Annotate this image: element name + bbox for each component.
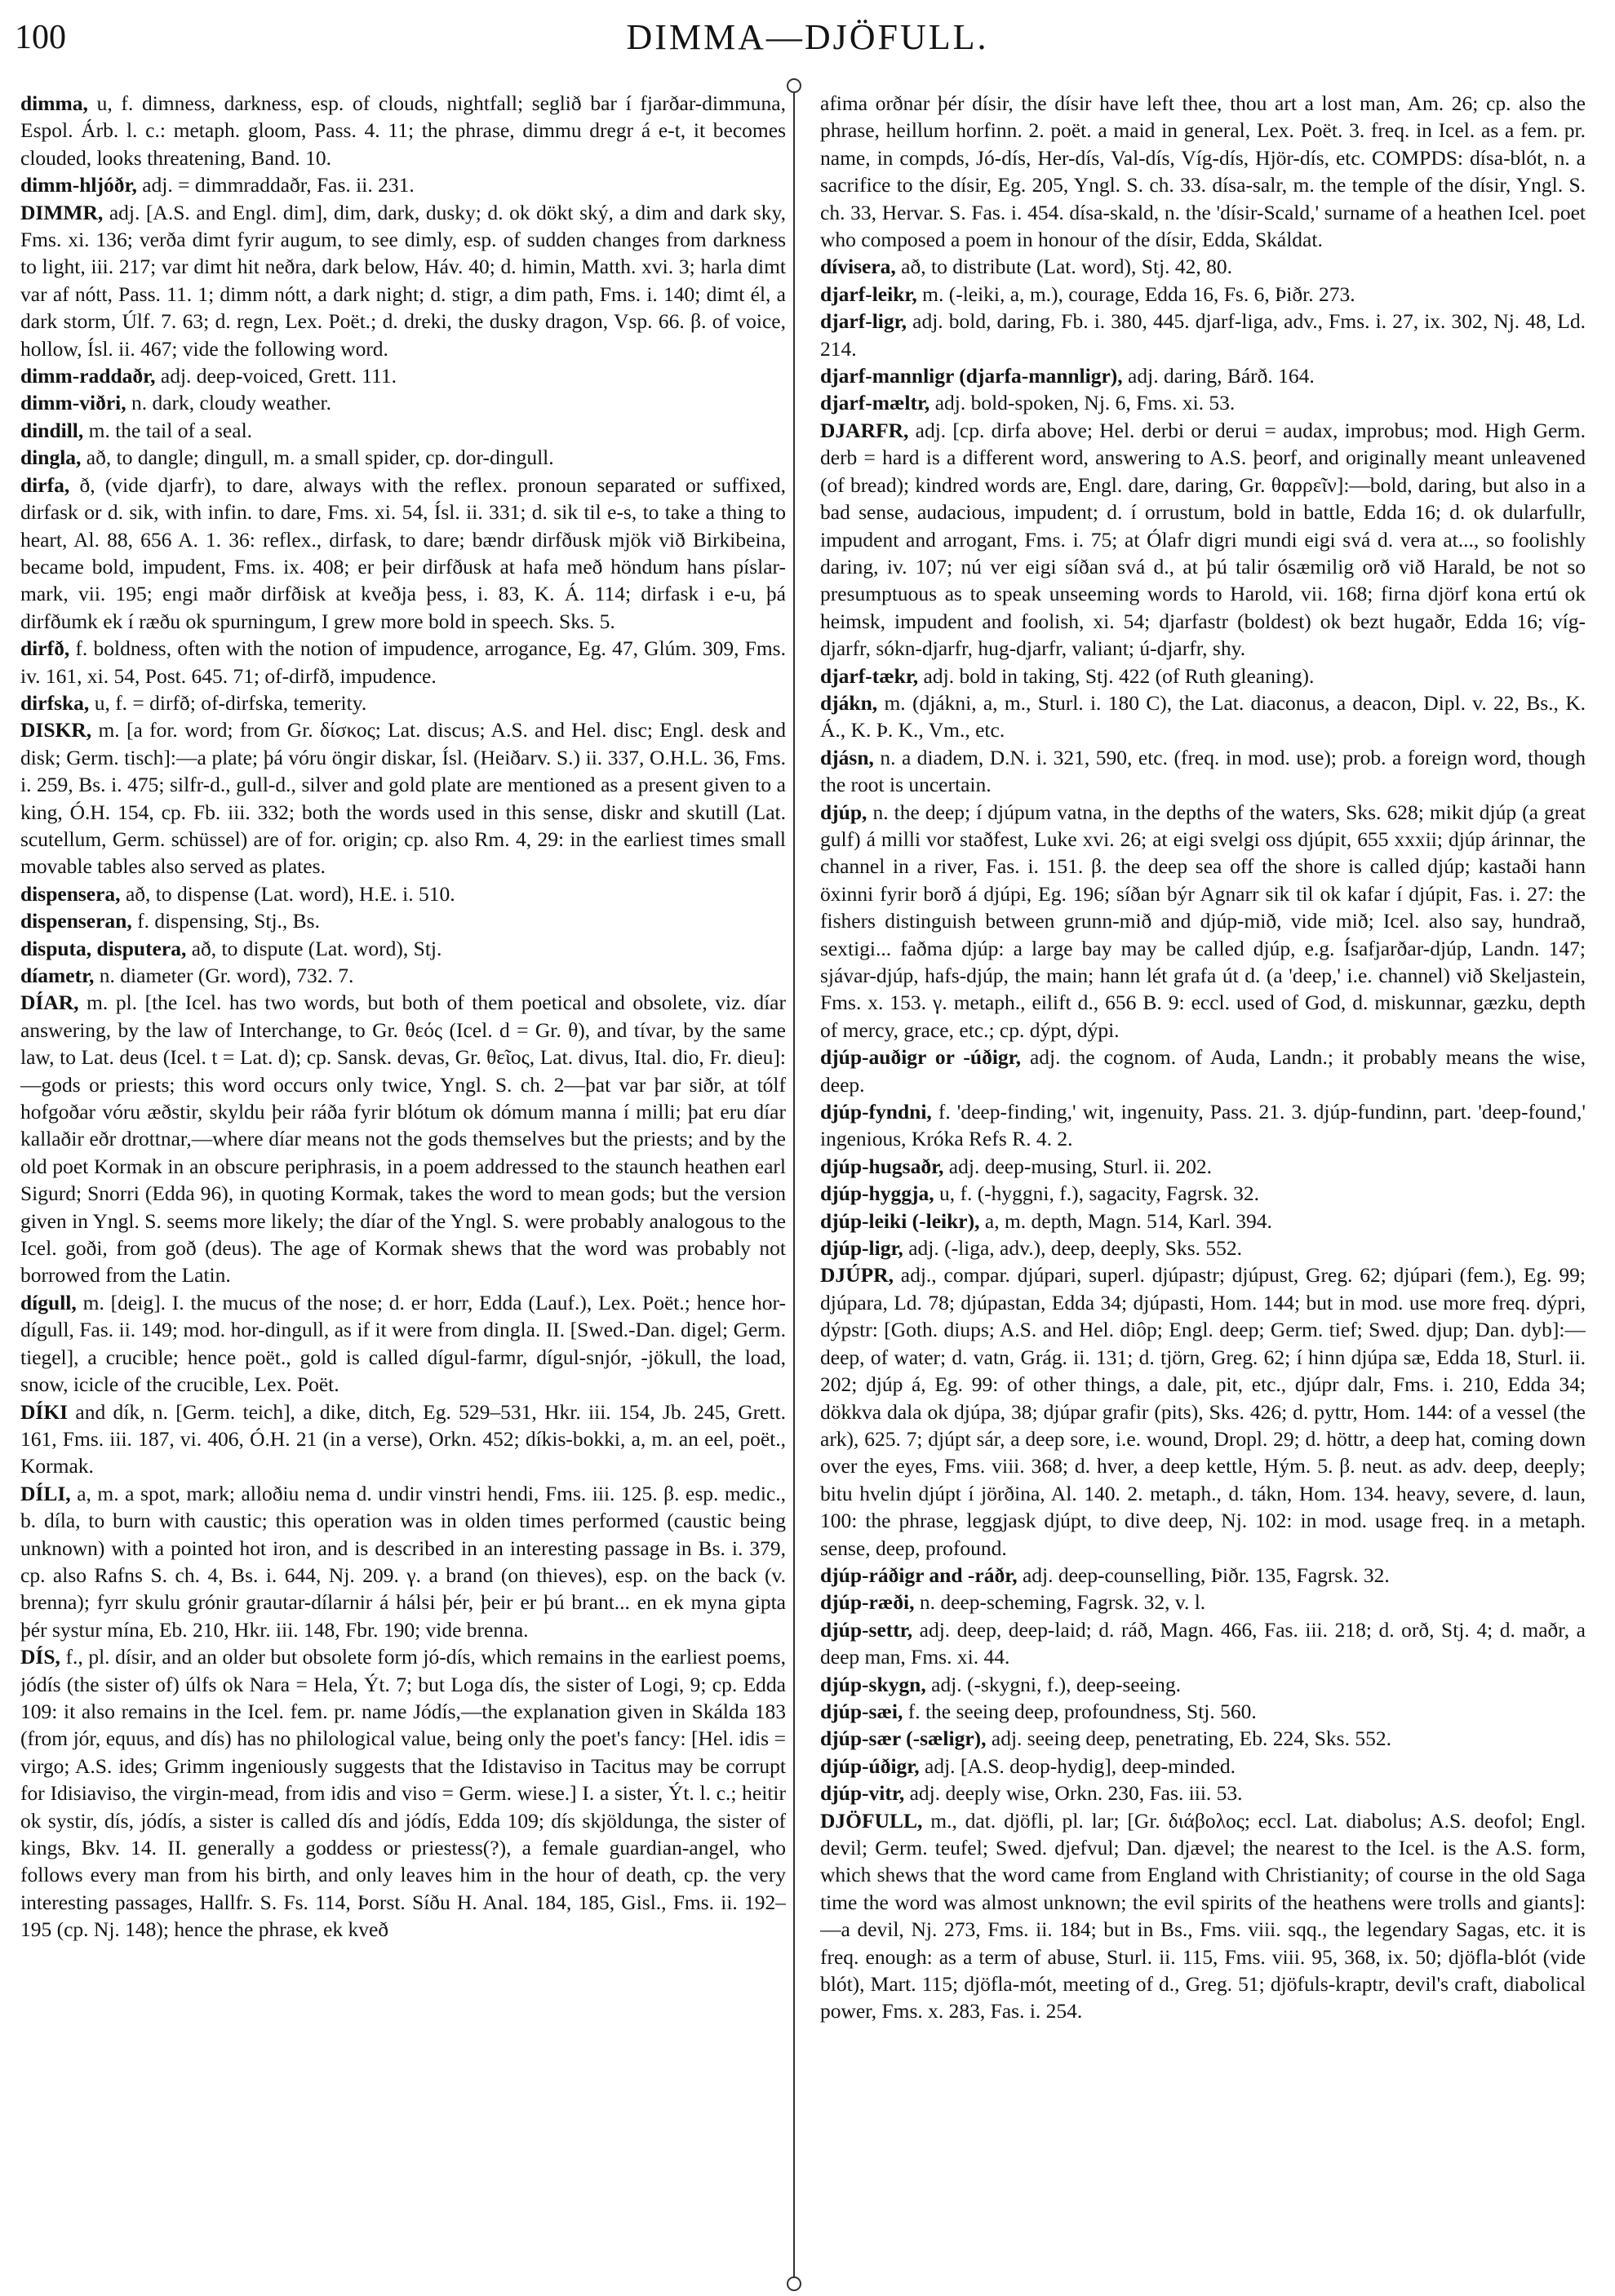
entry-headword: djúp-settr, — [820, 1617, 913, 1642]
dictionary-entry — [820, 1098, 1586, 1153]
dictionary-entry — [820, 799, 1586, 1044]
entry-headword: DÍAR, — [20, 991, 79, 1015]
dictionary-entry — [20, 472, 786, 635]
dictionary-entry — [820, 1562, 1586, 1589]
entry-definition: and dík, n. [Germ. teich], a dike, ditch, Eg. 529–531, Hkr. iii. 154, Jb. 245, Grett. 161, Fms. iii. 187, vi. 406, Ó.H. 21 (in a verse), Orkn. 452; díkis-bokki, a, m. an eel, poët., Kormak. — [20, 1399, 786, 1478]
entry-headword: djúp-leiki (-leikr), — [820, 1208, 980, 1233]
dictionary-entry — [820, 1780, 1586, 1806]
dictionary-entry — [20, 989, 786, 1288]
dictionary-entry — [820, 1698, 1586, 1725]
entry-definition: n. diameter (Gr. word), 732. 7. — [94, 964, 354, 987]
entry-definition: adj. the cognom. of Auda, Landn.; it probably means the wise, deep. — [820, 1045, 1586, 1097]
left-column — [20, 90, 786, 2285]
dictionary-entry — [20, 362, 786, 389]
entry-definition: ð, (vide djarfr), to dare, always with the reflex. pronoun separated or suffixed, dirfask or d. sik, with infin. to dare, Fms. xi. 54, Ísl. ii. 331; d. sik til e-s, to take a thing to heart, Al. 88, 656 A. 1. 36: reflex., dirfask, to dare; bændr dirfðusk mjök við Birkibeina, became bold, impudent, Fms. ix. 408; er þeir dirfðusk at hafa með höndum hans píslar-mark, vii. 195; engi maðr dirfðisk at kveðja þess, i. 83, K. Á. 114; dirfask i e-u, þá dirfðumk ek í ræðu ok spurningum, I grew more bold in speech. Sks. 5. — [20, 472, 786, 633]
dictionary-entry — [20, 417, 786, 444]
entry-definition: n. a diadem, D.N. i. 321, 590, etc. (freq. in mod. use); prob. a foreign word, though the root is uncertain. — [820, 745, 1586, 797]
entry-definition: að, to dispense (Lat. word), H.E. i. 510. — [120, 881, 455, 906]
entry-headword: djarf-tækr, — [820, 663, 919, 688]
entry-headword: díametr, — [20, 964, 95, 987]
dictionary-entry — [820, 90, 1586, 253]
entry-definition: a, m. depth, Magn. 514, Karl. 394. — [979, 1208, 1272, 1233]
entry-headword: djásn, — [820, 745, 874, 769]
entry-definition: u, f. = dirfð; of-dirfska, temerity. — [89, 690, 367, 715]
entry-headword: djarf-leikr, — [820, 281, 917, 306]
dictionary-entry — [820, 1180, 1586, 1207]
entry-definition: m., dat. djöfli, pl. lar; [Gr. διάβολος; eccl. Lat. diabolus; A.S. deofol; Engl. devil; Germ. teufel; Swed. djefvul; Dan. djævel; the nearest to the Icel. is the A.S. form, which shews that the word came from England with Christianity; of course in the old Saga time the word was almost unknown; the evil spirits of the heathens were trolls and giants]:—a devil, Nj. 273, Fms. ii. 184; but in Bs., Fms. viii. sqq., the legendary Sagas, etc. it is freq. enough: as a term of abuse, Sturl. ii. 115, Fms. viii. 95, 368, ix. 50; djöfla-blót (vide blót), Mart. 115; djöfla-mót, meeting of d., Greg. 51; djöfuls-kraptr, devil's craft, diabolical power, Fms. x. 283, Fas. i. 254. — [820, 1808, 1586, 2023]
dictionary-entry — [820, 1261, 1586, 1561]
entry-definition: adj. (-skygni, f.), deep-seeing. — [925, 1672, 1181, 1696]
entry-headword: djúp-sær (-sæligr), — [820, 1726, 987, 1751]
dictionary-entry — [820, 1807, 1586, 2025]
entry-headword: djúp-vitr, — [820, 1781, 905, 1806]
dictionary-entry — [20, 1480, 786, 1643]
entry-headword: DÍKI — [20, 1399, 69, 1424]
entry-definition: adj. deep-counselling, Þiðr. 135, Fagrsk. 32. — [1017, 1562, 1390, 1587]
entry-headword: dimm-raddaðr, — [20, 364, 156, 388]
entry-definition: n. the deep; í djúpum vatna, in the depths of the waters, Sks. 628; mikit djúp (a great gulf) á milli vor staðfest, Luke xvi. 26; at eigi svelgi oss djúpit, 655 xxxii; djúp árinnar, the channel in a river, Fas. i. 151. β. the deep sea off the shore is called djúp; kastaði hann öxinni fyrir borð á djúpi, Eg. 196; síðan býr Agnarr sik til ok kafar í djúpit, Fas. i. 27: the fishers distinguish between grunn-mið and djúp-mið, vide mið; Icel. also say, hundrað, sextigi... faðma djúp: a large bay may be called djúp, e.g. Ísafjarðar-djúp, Landn. 147; sjávar-djúp, hafs-djúp, the main; hann lét grafa út d. (a 'deep,' i.e. channel) við Skeljastein, Fms. x. 153. γ. metaph., eilift d., 656 B. 9: eccl. used of God, d. miskunnar, gæzku, depth of mercy, grace, etc.; cp. dýpt, dýpi. — [820, 800, 1586, 1042]
entry-definition: adj. bold-spoken, Nj. 6, Fms. xi. 53. — [930, 391, 1236, 415]
entry-definition: adj. bold, daring, Fb. i. 380, 445. djarf-liga, adv., Fms. i. 27, ix. 302, Nj. 48, Ld. 214. — [820, 309, 1586, 361]
entry-definition: m. (djákni, a, m., Sturl. i. 180 C), the Lat. diaconus, a deacon, Dipl. v. 22, Bs., K. Á., K. Þ. K., Vm., etc. — [820, 690, 1586, 742]
entry-headword: djúp-skygn, — [820, 1672, 926, 1696]
dictionary-entry — [820, 1234, 1586, 1261]
entry-headword: djúp-ræði, — [820, 1590, 915, 1615]
entry-headword: dígull, — [20, 1290, 77, 1314]
dictionary-entry — [820, 663, 1586, 689]
running-title: DIMMA—DJÖFULL. — [626, 17, 989, 57]
entry-headword: djúp-fyndni, — [820, 1100, 932, 1124]
dictionary-entry — [820, 1208, 1586, 1234]
dictionary-entry — [820, 389, 1586, 416]
dictionary-entry — [820, 1153, 1586, 1180]
entry-headword: dirfska, — [20, 690, 90, 715]
dictionary-entry — [20, 171, 786, 198]
entry-definition: f. boldness, often with the notion of impudence, arrogance, Eg. 47, Glúm. 309, Fms. iv. 161, xi. 54, Post. 645. 71; of-dirfð, impudence. — [20, 636, 786, 688]
entry-definition: f. 'deep-finding,' wit, ingenuity, Pass. 21. 3. djúp-fundinn, part. 'deep-found,' ingenious, Króka Refs R. 4. 2. — [820, 1100, 1586, 1151]
entry-definition: u, f. (-hyggni, f.), sagacity, Fagrsk. 32. — [934, 1181, 1260, 1206]
entry-headword: disputa, disputera, — [20, 936, 187, 960]
entry-headword: djúp-hugsaðr, — [820, 1154, 944, 1178]
entry-headword: dívisera, — [820, 255, 896, 279]
entry-definition: m. (-leiki, a, m.), courage, Edda 16, Fs. 6, Þiðr. 273. — [916, 281, 1355, 306]
entry-definition: adj. bold in taking, Stj. 422 (of Ruth gleaning). — [918, 663, 1315, 688]
entry-definition: adj., compar. djúpari, superl. djúpastr; djúpust, Greg. 62; djúpari (fem.), Eg. 99; djúpara, Ld. 78; djúpastan, Edda 34; djúpasti, Hom. 144; but in mod. use more freq. dýpri, dýpstr: [Goth. diups; A.S. and Hel. diôp; Engl. deep; Germ. tief; Swed. djup; Dan. dyb]:—deep, of water; d. vatn, Grág. ii. 131; d. tjörn, Greg. 62; í hinn djúpa sæ, Edda 18, Sturl. ii. 202; djúp á, Eg. 99: of other things, a dale, pit, etc., djúpr dalr, Fms. i. 210, Edda 34; dökkva dala ok djúpa, 38; djúpar grafir (pits), Sks. 426; d. pyttr, Hom. 144: of a vessel (the ark), 625. 7; djúpt sár, a deep sore, i.e. wound, Dropl. 29; d. höttr, a deep hat, coming down over the eyes, Fms. viii. 368; d. hver, a deep kettle, Hým. 5. β. neut. as adv. deep, deeply; bitu hvelin djúpt í jörðina, Al. 140. 2. metaph., d. tákn, Hom. 134. heavy, severe, d. laun, 100: the phrase, leggjask djúpt, to dive deep, Nj. 102: in mod. usage freq. in a metaph. sense, deep, profound. — [820, 1263, 1586, 1560]
entry-definition: m. [deig]. I. the mucus of the nose; d. er horr, Edda (Lauf.), Lex. Poët.; hence hor-dígull, Fas. ii. 149; mod. hor-dingull, as if it were from dingla. II. [Swed.-Dan. digel; Germ. tiegel], a crucible; hence poët., gold is called dígul-farmr, dígul-snjór, -jökull, the load, snow, icicle of the crucible, Lex. Poët. — [20, 1290, 786, 1397]
entry-definition: f., pl. dísir, and an older but obsolete form jó-dís, which remains in the earliest poems, jódís (the sister of) úlfs ok Nara = Hela, Ýt. 7; but Loga dís, the sister of Logi, 9; cp. Edda 109: it also remains in the Icel. fem. pr. name Jódís,—the explanation given in Skálda 183 (from jór, equus, and dís) has no philological value, being only the poet's fancy: [Hel. idis = virgo; A.S. ides; Grimm ingeniously suggests that the Idistaviso in Tacitus may be corrupt for Idisiaviso, the virgin-mead, from idis and viso = Germ. wiese.] I. a sister, Ýt. l. c.; heitir ok systir, dís, jódís, a sister is called dís and jódís, Edda 109; dís skjöldunga, the sister of kings, Bkv. 14. II. generally a goddess or priestess(?), a female guardian-angel, who follows every man from his birth, and only leaves him in the hour of death, cp. the very interesting passages, Hallfr. S. Fs. 114, Þorst. Síðu H. Anal. 184, 185, Gisl., Fms. ii. 192–195 (cp. Nj. 148); hence the phrase, ek kveð — [20, 1645, 786, 1942]
dictionary-entry — [820, 1044, 1586, 1098]
entry-definition: m. pl. [the Icel. has two words, but both of them poetical and obsolete, viz. díar answering, by the law of Interchange, to Gr. θεός (Icel. d = Gr. θ), and tívar, by the same law, to Lat. deus (Icel. t = Lat. d); cp. Sansk. devas, Gr. θεῖος, Lat. divus, Ital. dio, Fr. dieu]:—gods or priests; this word occurs only twice, Yngl. S. ch. 2—þat var þar siðr, at tólf hofgoðar vóru æðstir, skyldu þeir ráða fyrir blótum ok dómum manna í milli; þat eru díar kallaðir eðr drottnar,—where díar means not the gods themselves but the priests; and by the old poet Kormak in an obscure periphrasis, in a poem addressed to the staunch heathen earl Sigurd; Snorri (Edda 96), in quoting Kormak, takes the word to mean gods; but the version given in Yngl. S. seems more likely; the díar of the Yngl. S. were probably analogous to the Icel. goði, from goð (deus). The age of Kormak shews that the word was probably not borrowed from the Latin. — [20, 991, 786, 1288]
entry-definition: f. the seeing deep, profoundness, Stj. 560. — [903, 1699, 1257, 1723]
entry-definition: að, to dangle; dingull, m. a small spider, cp. dor-dingull. — [81, 445, 554, 470]
dictionary-entry — [820, 362, 1586, 389]
entry-definition: n. deep-scheming, Fagrsk. 32, v. l. — [914, 1590, 1206, 1615]
dictionary-entry — [820, 1753, 1586, 1780]
dictionary-entry — [820, 1671, 1586, 1698]
entry-definition: adj. seeing deep, penetrating, Eb. 224, Sks. 552. — [986, 1726, 1391, 1751]
entry-definition: adj. deeply wise, Orkn. 230, Fas. iii. 53. — [904, 1781, 1243, 1806]
dictionary-entry — [20, 935, 786, 962]
dictionary-entry — [20, 716, 786, 880]
entry-headword: djúp-hyggja, — [820, 1181, 934, 1206]
dictionary-entry — [20, 90, 786, 171]
dictionary-entry — [20, 1398, 786, 1480]
dictionary-entry — [20, 1643, 786, 1943]
entry-headword: DJÚPR, — [820, 1263, 894, 1288]
entry-headword: dirfð, — [20, 636, 70, 661]
entry-headword: dimma, — [20, 91, 88, 115]
entry-headword: dispensera, — [20, 881, 121, 906]
entry-headword: dimm-viðri, — [20, 391, 126, 415]
entry-definition: u, f. dimness, darkness, esp. of clouds, nightfall; seglið bar í fjarðar-dimmuna, Espol. Árb. l. c.: metaph. gloom, Pass. 4. 11; the phrase, dimmu dregr á e-t, it becomes clouded, looks threatening, Band. 10. — [20, 91, 786, 170]
entry-definition: m. the tail of a seal. — [83, 418, 253, 442]
entry-definition: adj. = dimmraddaðr, Fas. ii. 231. — [136, 173, 415, 197]
entry-headword: DÍS, — [20, 1645, 60, 1669]
right-column — [820, 90, 1586, 2285]
divider-ornament-top — [787, 78, 801, 93]
dictionary-entry — [20, 962, 786, 989]
dictionary-entry — [820, 1589, 1586, 1616]
entry-definition: adj. deep-voiced, Grett. 111. — [155, 364, 397, 388]
dictionary-entry — [20, 444, 786, 471]
dictionary-entry — [20, 199, 786, 362]
entry-headword: djúp-sæi, — [820, 1699, 903, 1723]
entry-definition: adj. [cp. dirfa above; Hel. derbi or derui = audax, improbus; mod. High Germ. derb = hard is a different word, answering to A.S. þeorf, and originally meant unleavened (of bread); kindred words are, Engl. dare, daring, Gr. θαρρεῖν]:—bold, daring, but also in a bad sense, audacious, impudent; d. í orrustum, bold in battle, Edda 16; d. ok dularfullr, impudent and arrogant, Fms. i. 75; at Ólafr digri mundi eigi svá d. vera at..., so foolishly daring, iv. 107; nú ver eigi síðan svá d., at þú talir ósæmilig orð við Harald, be not so presumptuous as to speak unseeming words to Harold, vii. 168; firna djörf kona ertú ok heimsk, impudent and foolish, xi. 54; djarfastr (boldest) ok bezt hugaðr, Edda 16; víg-djarfr, sókn-djarfr, hug-djarfr, valiant; ú-djarfr, shy. — [820, 418, 1586, 661]
entry-definition: að, to dispute (Lat. word), Stj. — [186, 936, 442, 960]
entry-definition: f. dispensing, Stj., Bs. — [131, 909, 320, 933]
entry-definition: a, m. a spot, mark; alloðiu nema d. undir vinstri hendi, Fms. iii. 125. β. esp. medic., b. díla, to burn with caustic; this operation was in olden times performed (caustic being unknown) with a pointed hot iron, and is described in an interesting passage in Bs. i. 379, cp. also Rafns S. ch. 4, Bs. i. 644, Nj. 209. γ. a brand (on thieves), esp. on the back (v. brenna); fyrr skulu grónir grautar-dílarnir á hálsi þér, þeir er þú brant... en ek myna gipta þér systur mína, Eb. 210, Hkr. iii. 148, Fbr. 190; vide brenna. — [20, 1481, 786, 1642]
entry-headword: DJARFR, — [820, 418, 909, 442]
dictionary-entry — [20, 907, 786, 934]
dictionary-entry — [820, 1725, 1586, 1752]
entry-definition: adj. (-liga, adv.), deep, deeply, Sks. 552. — [903, 1236, 1243, 1261]
entry-headword: djákn, — [820, 690, 878, 715]
entry-headword: dimm-hljóðr, — [20, 173, 137, 197]
entry-definition: m. [a for. word; from Gr. δίσκος; Lat. discus; A.S. and Hel. disc; Engl. desk and disk; Germ. tisch]:—a plate; þá vóru öngir diskar, Ísl. (Heiðarv. S.) ii. 337, O.H.L. 36, Fms. i. 259, Bs. i. 475; silfr-d., gull-d., silver and gold plate are mentioned as a present given to a king, Ó.H. 154, cp. Fb. iii. 332; both the words used in this sense, diskr and skutill (Lat. scutellum, Germ. schüssel) are of for. origin; cp. also Rm. 4, 29: in the earliest times small movable tables also served as plates. — [20, 718, 786, 879]
entry-headword: DÍLI, — [20, 1481, 71, 1505]
entry-definition: afima orðnar þér dísir, the dísir have left thee, thou art a lost man, Am. 26; cp. also the phrase, heillum horfinn. 2. poët. a maid in general, Lex. Poët. 3. freq. in Icel. as a fem. pr. name, in compds, Jó-dís, Her-dís, Val-dís, Víg-dís, Hjör-dís, etc. COMPDS: dísa-blót, n. a sacrifice to the dísir, Eg. 205, Yngl. S. ch. 33. dísa-salr, m. the temple of the dísir, Yngl. S. ch. 33, Hervar. S. Fas. i. 454. dísa-skald, n. the 'dísir-Scald,' surname of a heathen Icel. poet who composed a poem in honour of the dísir, Edda, Skáldat. — [820, 91, 1586, 252]
entry-headword: djarf-ligr, — [820, 309, 907, 334]
entry-definition: adj. [A.S. deop-hydig], deep-minded. — [919, 1753, 1236, 1778]
entry-headword: djúp-úðigr, — [820, 1753, 920, 1778]
entry-definition: n. dark, cloudy weather. — [126, 391, 331, 415]
entry-headword: djúp-ligr, — [820, 1236, 903, 1261]
entry-definition: adj. deep-musing, Sturl. ii. 202. — [943, 1154, 1213, 1178]
entry-headword: djúp-auðigr or -úðigr, — [820, 1045, 1022, 1070]
dictionary-entry — [820, 253, 1586, 280]
entry-headword: dirfa, — [20, 472, 70, 497]
divider-ornament-bottom — [787, 2276, 801, 2291]
entry-definition: adj. daring, Bárð. 164. — [1122, 364, 1315, 388]
entry-definition: adj. [A.S. and Engl. dim], dim, dark, dusky; d. ok dökt ský, a dim and dark sky, Fms. xi. 136; verða dimt fyrir augum, to see dimly, esp. of sudden changes from darkness to light, iii. 217; var dimt hit neðra, dark below, Háv. 40; d. himin, Matth. xvi. 3; harla dimt var af nótt, Pass. 11. 1; dimm nótt, a dark night; d. stigr, a dim path, Fms. i. 140; dimt él, a dark storm, Úlf. 7. 63; d. regn, Lex. Poët.; d. dreki, the dusky dragon, Vsp. 66. β. of voice, hollow, Ísl. ii. 467; vide the following word. — [20, 200, 786, 361]
dictionary-entry — [820, 744, 1586, 799]
entry-headword: djúp, — [820, 800, 867, 824]
entry-headword: DJÖFULL, — [820, 1808, 923, 1833]
dictionary-entry — [20, 880, 786, 907]
dictionary-entry — [20, 1289, 786, 1398]
dictionary-entry — [20, 689, 786, 716]
column-divider — [793, 82, 795, 2285]
dictionary-entry — [820, 689, 1586, 744]
entry-definition: adj. deep, deep-laid; d. ráð, Magn. 466, Fas. iii. 218; d. orð, Stj. 4; d. maðr, a deep man, Fms. xi. 44. — [820, 1617, 1586, 1669]
entry-headword: dispenseran, — [20, 909, 132, 933]
dictionary-entry — [820, 281, 1586, 308]
dictionary-entry — [20, 635, 786, 689]
entry-headword: DIMMR, — [20, 200, 104, 224]
entry-headword: dingla, — [20, 445, 82, 470]
dictionary-entry — [820, 1616, 1586, 1671]
page-number: 100 — [15, 19, 66, 56]
entry-headword: DISKR, — [20, 718, 92, 742]
entry-headword: djarf-mæltr, — [820, 391, 930, 415]
entry-headword: dindill, — [20, 418, 84, 442]
dictionary-entry — [20, 389, 786, 416]
entry-headword: djúp-ráðigr and -ráðr, — [820, 1562, 1018, 1587]
dictionary-entry — [820, 417, 1586, 663]
entry-headword: djarf-mannligr (djarfa-mannligr), — [820, 364, 1123, 388]
entry-definition: að, to distribute (Lat. word), Stj. 42, 80. — [895, 255, 1232, 279]
dictionary-entry — [820, 308, 1586, 362]
